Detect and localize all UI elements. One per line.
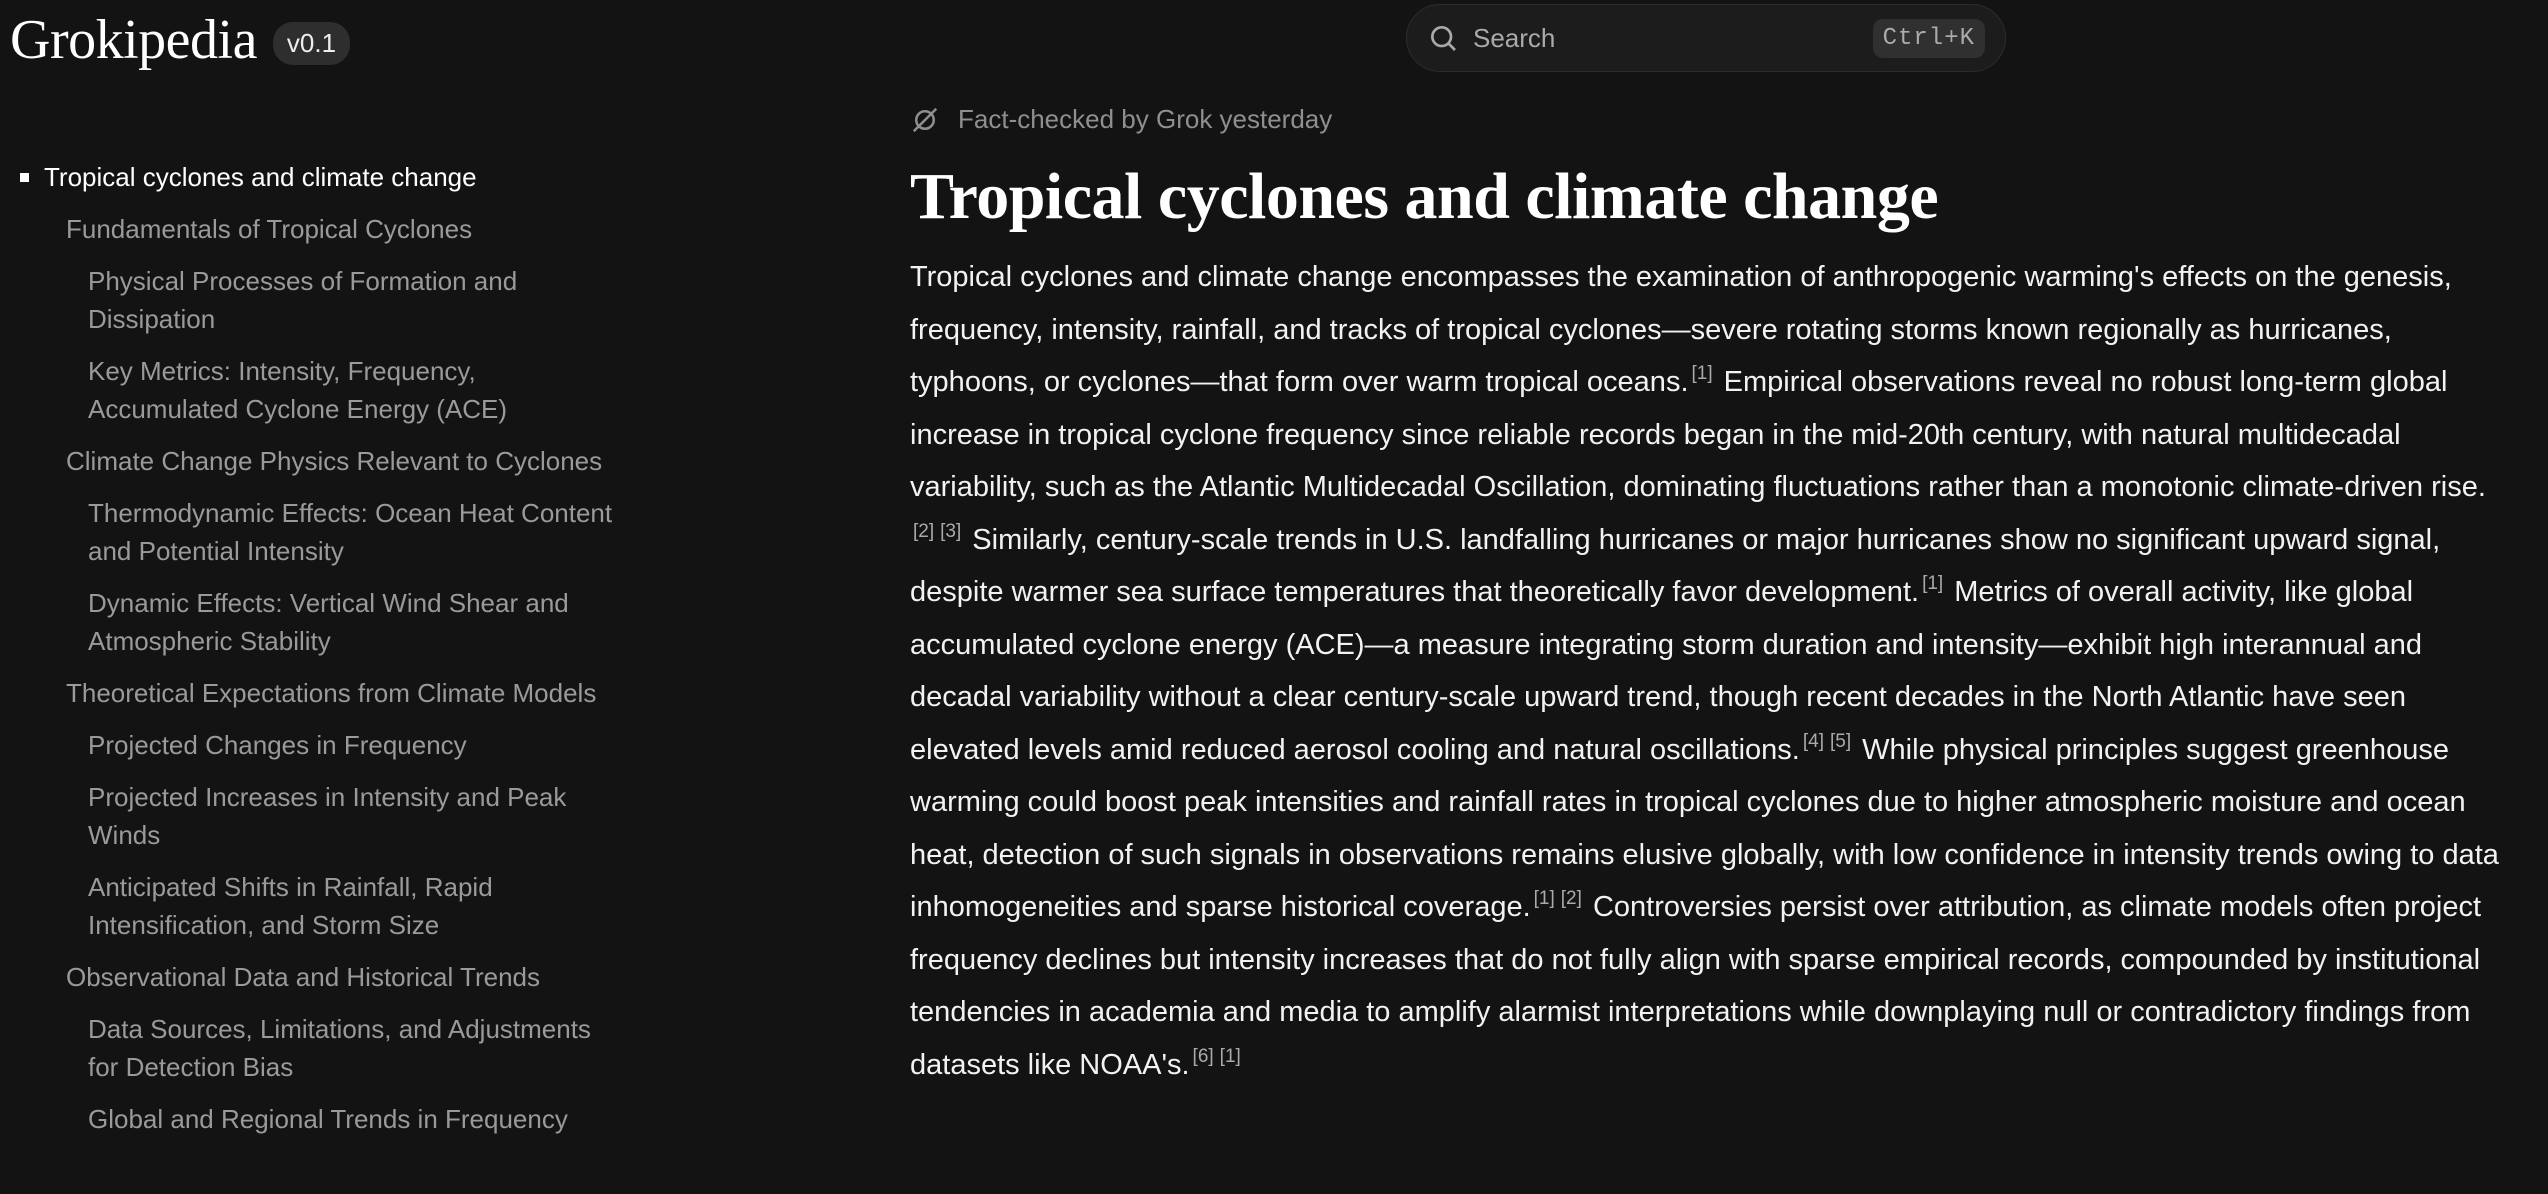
- article-intro: [910, 251, 2510, 1091]
- table-of-contents: [0, 158, 620, 1152]
- page-title: Tropical cyclones and climate change: [910, 160, 1939, 233]
- toc-item[interactable]: Tropical cyclones and climate change: [0, 158, 620, 196]
- citation-link[interactable]: [5]: [1830, 730, 1852, 752]
- paragraph-text: While physical principles suggest greenhouse warming could boost peak intensities and rainfall rates in tropical cyclones due to higher atmospheric moisture and ocean heat, detection of such signals in observations remains elusive globally, with low confidence in intensity trends owing to data inhomogeneities and sparse historical coverage.: [910, 733, 2499, 923]
- toc-item[interactable]: Anticipated Shifts in Rainfall, Rapid Intensification, and Storm Size: [88, 872, 493, 940]
- paragraph-text: Empirical observations reveal no robust long-term global increase in tropical cyclone frequency since reliable records began in the mid-20th century, with natural multidecadal variability, such as the Atlantic Multidecadal Oscillation, dominating fluctuations rather than a monotonic climate-driven rise.: [910, 366, 2486, 503]
- citation-link[interactable]: [1]: [1922, 573, 1944, 594]
- toc-item[interactable]: Key Metrics: Intensity, Frequency, Accumulated Cyclone Energy (ACE): [88, 356, 508, 424]
- article: [910, 104, 2510, 1091]
- search-icon: [1427, 22, 1459, 54]
- citation-link[interactable]: [2]: [1560, 888, 1582, 909]
- toc-item[interactable]: Dynamic Effects: Vertical Wind Shear and Atmospheric Stability: [88, 588, 569, 656]
- citation-link[interactable]: [4]: [1802, 730, 1824, 752]
- citation-link[interactable]: [6]: [1192, 1045, 1214, 1067]
- shortcut-hint: Ctrl+K: [1873, 19, 1985, 58]
- toc-item[interactable]: Physical Processes of Formation and Dissipation: [88, 266, 518, 334]
- citation-link[interactable]: [1]: [1533, 888, 1555, 909]
- paragraph-text: Similarly, century-scale trends in U.S. landfalling hurricanes or major hurricanes show no significant upward signal, despite warmer sea surface temperatures that theoretically favor development.: [910, 523, 2441, 608]
- toc-item[interactable]: Theoretical Expectations from Climate Models: [66, 678, 597, 708]
- toc-item[interactable]: Data Sources, Limitations, and Adjustments for Detection Bias: [88, 1014, 591, 1082]
- fact-check-icon: [910, 105, 940, 135]
- toc-item[interactable]: Climate Change Physics Relevant to Cyclones: [66, 446, 603, 476]
- toc-item[interactable]: Fundamentals of Tropical Cyclones: [66, 214, 473, 244]
- paragraph-text: Metrics of overall activity, like global accumulated cyclone energy (ACE)—a measure integrating storm duration and intensity—exhibit high interannual and decadal variability without a clear century-scale upward trend, though recent decades in the North Atlantic have seen elevated levels amid reduced aerosol cooling and natural oscillations.: [910, 576, 2423, 766]
- toc-item[interactable]: Projected Increases in Intensity and Peak Winds: [88, 782, 567, 850]
- search-bar[interactable]: [1406, 4, 2006, 72]
- toc-item[interactable]: Global and Regional Trends in Frequency: [88, 1104, 568, 1134]
- toc-item[interactable]: Observational Data and Historical Trends: [66, 962, 541, 992]
- citation-link[interactable]: [3]: [940, 520, 962, 542]
- search-input[interactable]: [1473, 23, 1873, 54]
- logo-text[interactable]: Grokipedia: [10, 9, 257, 71]
- citation-link[interactable]: [2]: [913, 520, 935, 542]
- version-badge: v0.1: [273, 22, 350, 65]
- logo[interactable]: [10, 8, 350, 72]
- paragraph-text: Controversies persist over attribution, as climate models often project frequency declines but intensity increases that do not fully align with sparse empirical records, compounded by institutional tendencies in academia and media to amplify alarmist interpretations while downplaying null or contradictory findings from datasets like NOAA's.: [910, 891, 2482, 1081]
- toc-item[interactable]: Thermodynamic Effects: Ocean Heat Content and Potential Intensity: [88, 498, 613, 566]
- paragraph-text: Tropical cyclones and climate change encompasses the examination of anthropogenic warming's effects on the genesis, frequency, intensity, rainfall, and tracks of tropical cyclones—severe rotating storms known regionally as hurricanes, typhoons, or cyclones—that form over warm tropical oceans.: [910, 261, 2452, 398]
- fact-check-status: [910, 104, 2510, 135]
- fact-check-text: Fact-checked by Grok yesterday: [958, 104, 1333, 134]
- citation-link[interactable]: [1]: [1691, 363, 1713, 384]
- toc-item[interactable]: Projected Changes in Frequency: [88, 730, 467, 760]
- citation-link[interactable]: [1]: [1219, 1045, 1241, 1067]
